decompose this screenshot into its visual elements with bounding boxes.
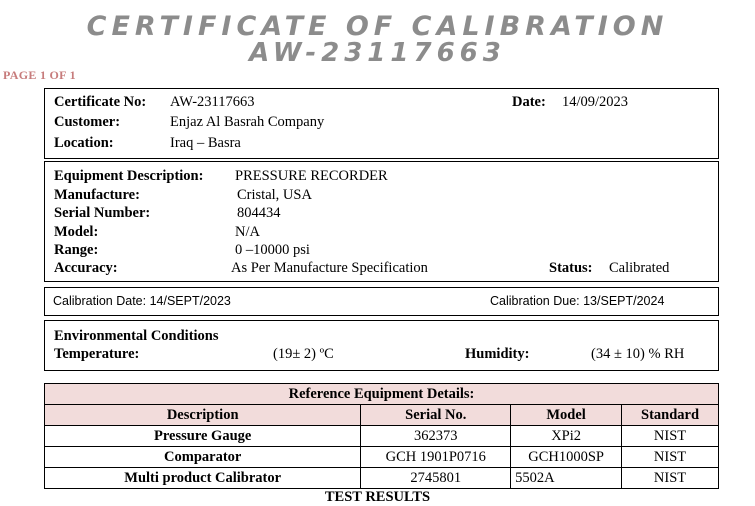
column-header-serial: Serial No. [361, 405, 511, 426]
temperature-value: (19± 2) ºC [273, 346, 334, 362]
model-label: Model: [54, 224, 99, 240]
column-header-standard: Standard [622, 405, 719, 426]
cert-no-value: AW-23117663 [170, 94, 255, 110]
reference-column-header-row [45, 405, 719, 426]
reference-heading: Reference Equipment Details: [45, 384, 719, 405]
customer-value: Enjaz Al Basrah Company [170, 114, 325, 130]
temperature-label: Temperature: [54, 346, 140, 362]
status-label: Status: [549, 260, 593, 276]
table-row [45, 426, 719, 447]
accuracy-label: Accuracy: [54, 260, 118, 276]
row-serial: GCH 1901P0716 [361, 447, 511, 468]
row-description: Multi product Calibrator [45, 468, 361, 489]
row-model: 5502A [511, 468, 622, 489]
table-row [45, 468, 719, 489]
status-value: Calibrated [609, 260, 670, 276]
equipment-description-label: Equipment Description: [54, 168, 204, 184]
environment-heading: Environmental Conditions [54, 328, 219, 344]
certificate-title: CERTIFICATE OF CALIBRATION [86, 11, 669, 42]
location-label: Location: [54, 135, 114, 151]
row-description: Comparator [45, 447, 361, 468]
cert-no-label: Certificate No: [54, 94, 147, 110]
row-standard: NIST [622, 447, 719, 468]
calibration-dates-box [44, 287, 719, 316]
row-description: Pressure Gauge [45, 426, 361, 447]
table-row [45, 447, 719, 468]
test-results-heading: TEST RESULTS [324, 489, 431, 505]
serial-number-label: Serial Number: [54, 205, 151, 221]
humidity-value: (34 ± 10) % RH [591, 346, 685, 362]
calibration-due: Calibration Due: 13/SEPT/2024 [490, 294, 665, 308]
range-label: Range: [54, 242, 99, 258]
model-value: N/A [235, 224, 260, 240]
column-header-description: Description [45, 405, 361, 426]
column-header-model: Model [511, 405, 622, 426]
range-value: 0 –10000 psi [235, 242, 310, 258]
certificate-info-box [44, 88, 719, 159]
row-serial: 2745801 [361, 468, 511, 489]
date-value: 14/09/2023 [562, 94, 629, 110]
row-model: XPi2 [511, 426, 622, 447]
environment-box [44, 320, 719, 371]
calibration-date: Calibration Date: 14/SEPT/2023 [53, 294, 231, 308]
row-model: GCH1000SP [511, 447, 622, 468]
equipment-description-value: PRESSURE RECORDER [235, 168, 388, 184]
reference-equipment-table [44, 383, 719, 489]
date-label: Date: [512, 94, 546, 110]
row-standard: NIST [622, 426, 719, 447]
customer-label: Customer: [54, 114, 121, 130]
manufacture-label: Manufacture: [54, 187, 140, 203]
row-standard: NIST [622, 468, 719, 489]
equipment-box [44, 161, 719, 282]
reference-heading-row [45, 384, 719, 405]
humidity-label: Humidity: [465, 346, 530, 362]
row-serial: 362373 [361, 426, 511, 447]
accuracy-value: As Per Manufacture Specification [231, 260, 428, 276]
manufacture-value: Cristal, USA [237, 187, 312, 203]
page-indicator: PAGE 1 OF 1 [3, 68, 76, 82]
serial-number-value: 804434 [237, 205, 281, 221]
location-value: Iraq – Basra [170, 135, 241, 151]
certificate-number-title: AW-23117663 [249, 38, 506, 68]
